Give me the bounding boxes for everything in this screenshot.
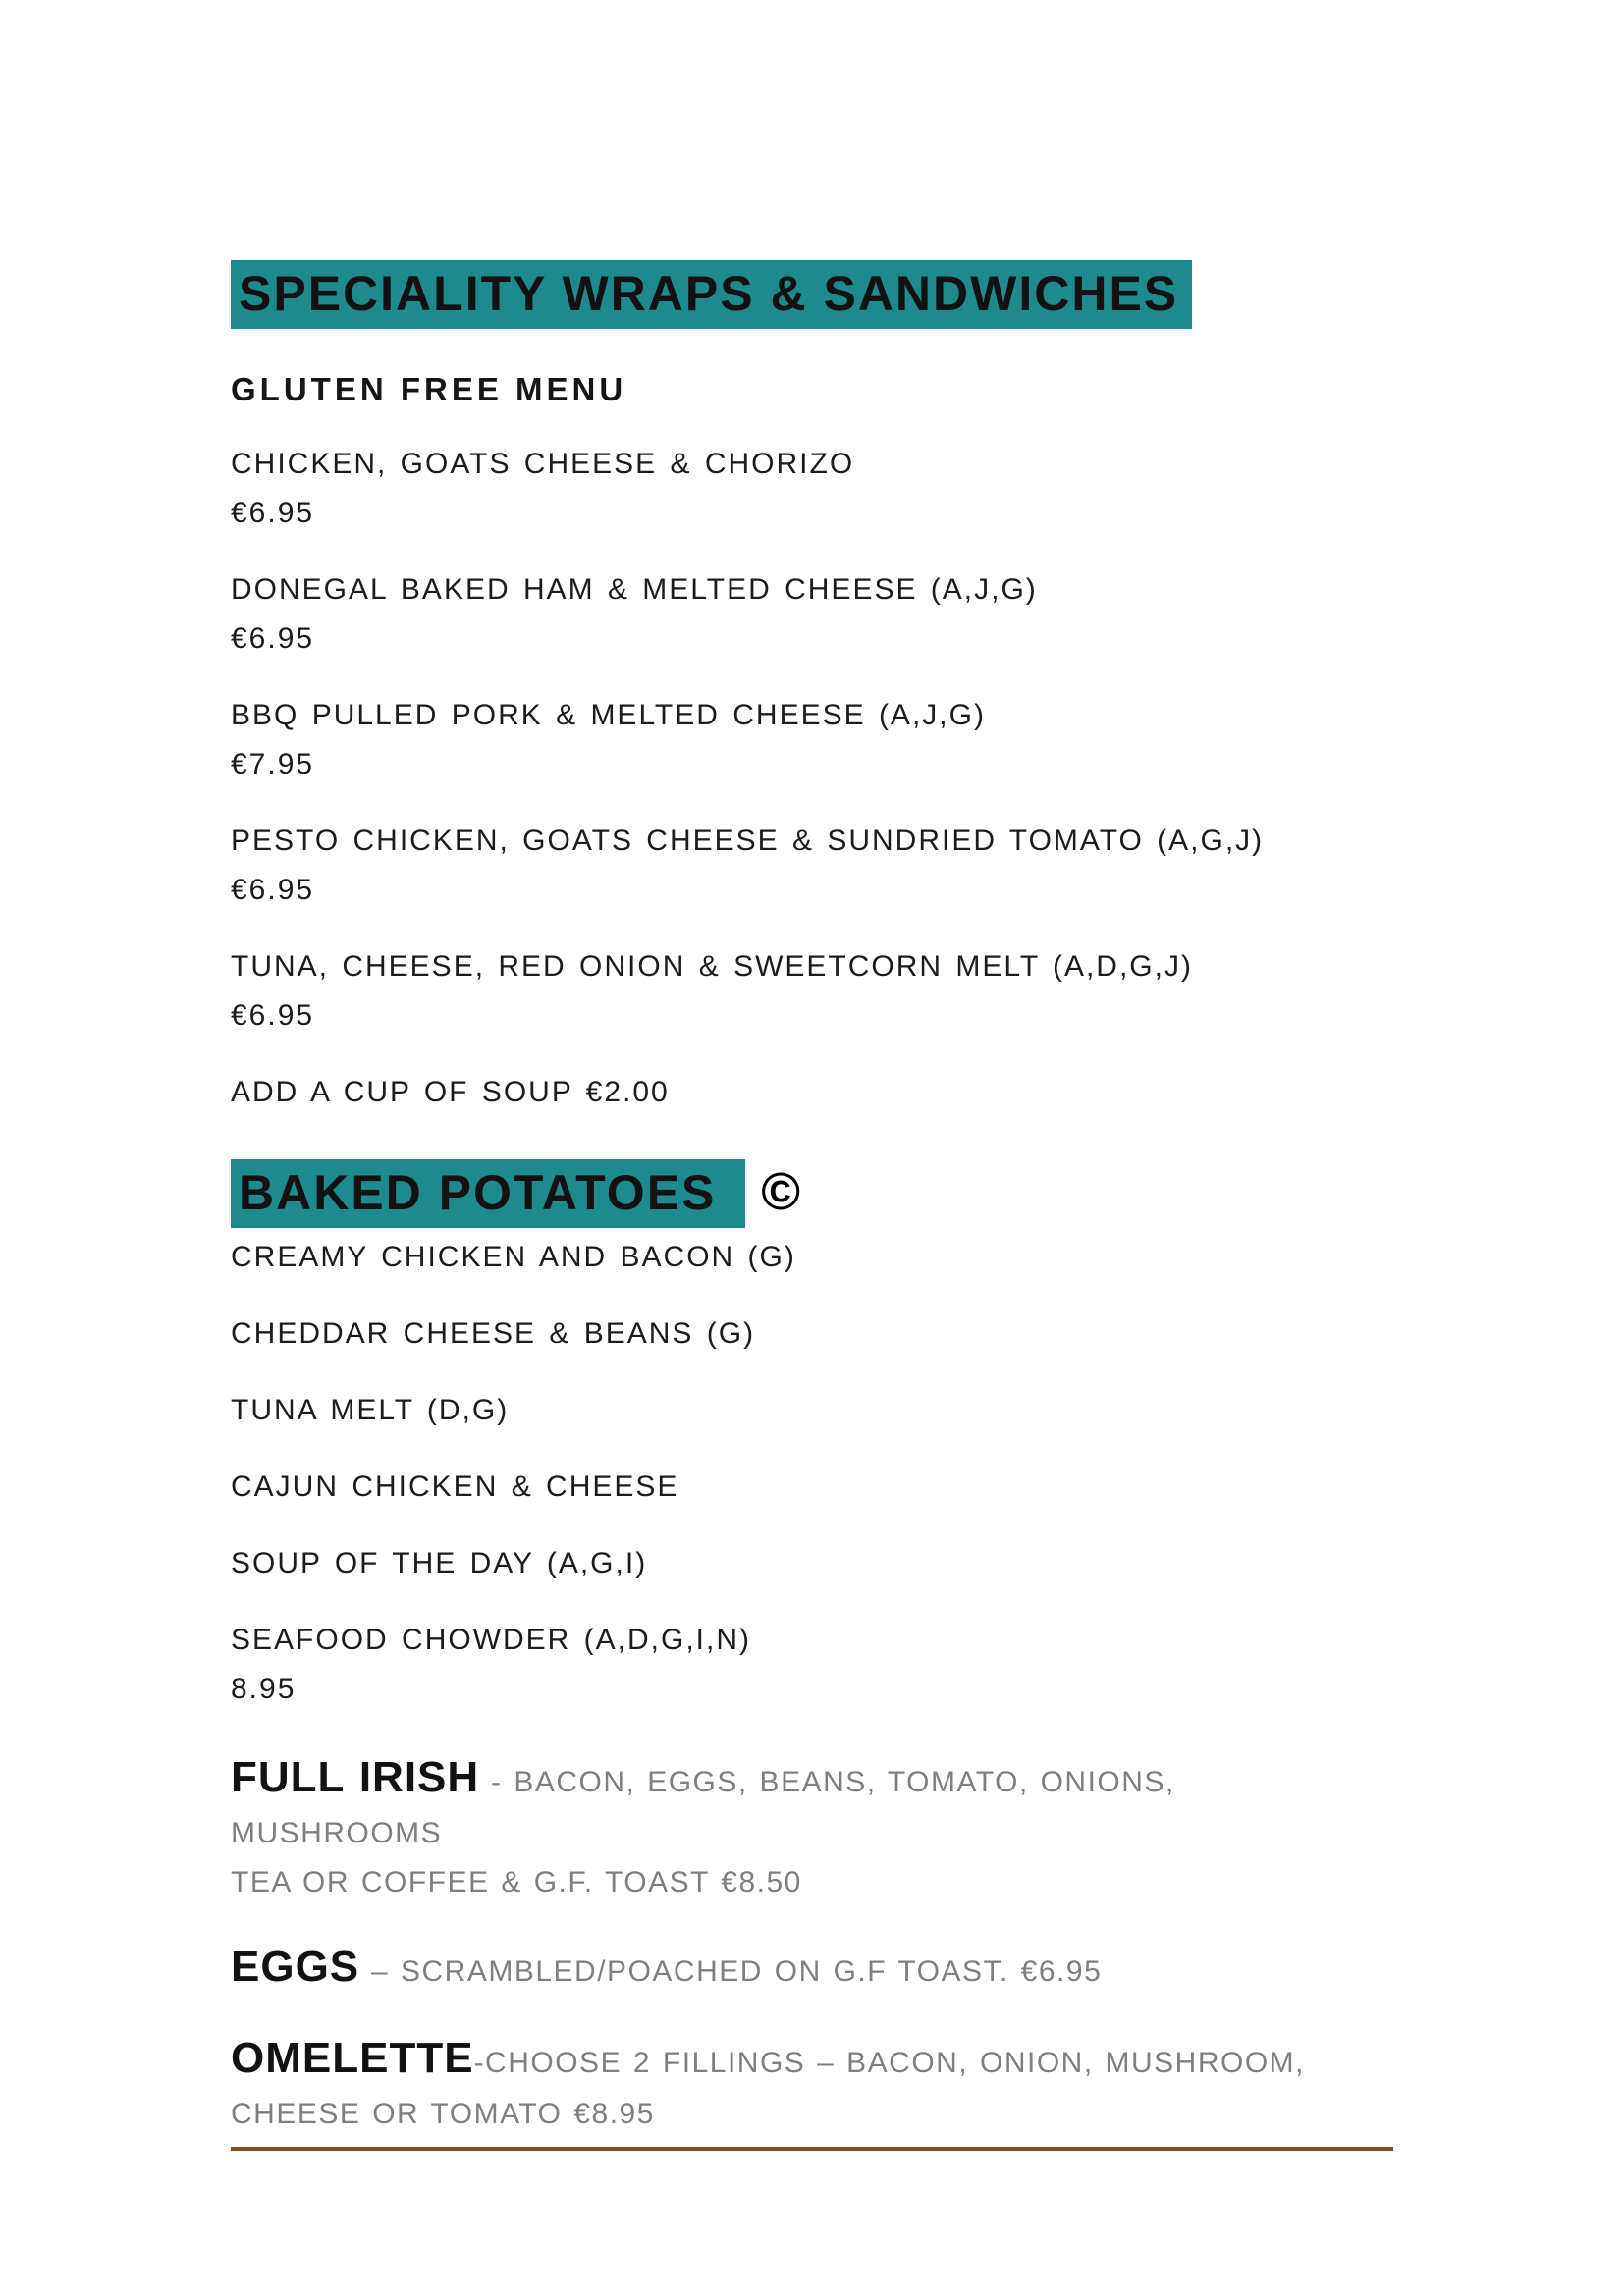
item-description: -CHOOSE 2 FILLINGS – BACON, ONION, MUSHROOM, [473,2047,1306,2079]
item-price: €6.95 [231,622,315,655]
section-heading-wraps [231,260,1393,328]
item-price: 8.95 [231,1673,297,1705]
item-header: FULL IRISH [231,1753,480,1801]
item-description: – SCRAMBLED/POACHED ON G.F TOAST. €6.95 [359,1955,1103,1988]
item-name: CAJUN CHICKEN & CHEESE [231,1470,679,1503]
item-description: - BACON, EGGS, BEANS, TOMATO, ONIONS, [479,1766,1175,1798]
menu-item [231,1233,1393,1282]
menu-item [231,942,1393,1041]
menu-item [231,1309,1393,1359]
menu-item [231,691,1393,789]
menu-item [231,1616,1393,1714]
menu-item [231,817,1393,915]
item-price: €7.95 [231,748,315,780]
menu-item [231,1463,1393,1512]
item-name: PESTO CHICKEN, GOATS CHEESE & SUNDRIED TOMATO (A,G,J) [231,825,1265,857]
breakfast-item-eggs [231,1941,1393,1999]
item-line [231,2032,1393,2090]
menu-item [231,565,1393,664]
section-divider-rule [231,2147,1393,2151]
item-name: CHEDDAR CHEESE & BEANS (G) [231,1317,756,1350]
item-header: OMELETTE [231,2034,474,2082]
breakfast-item-full-irish [231,1751,1393,1907]
item-name: TUNA, CHEESE, RED ONION & SWEETCORN MELT (A,D,G,J) [231,950,1193,983]
item-line: TEA OR COFFEE & G.F. TOAST €8.50 [231,1866,802,1898]
item-line [231,1941,1393,1999]
item-header: EGGS [231,1943,360,1991]
item-name: TUNA MELT (D,G) [231,1394,510,1426]
menu-item [231,1539,1393,1588]
item-name: BBQ PULLED PORK & MELTED CHEESE (A,J,G) [231,699,986,731]
section-heading-baked-potatoes [231,1158,1393,1227]
item-name: CHICKEN, GOATS CHEESE & CHORIZO [231,448,855,480]
copyright-symbol: © [761,1162,801,1221]
item-name: DONEGAL BAKED HAM & MELTED CHEESE (A,J,G) [231,573,1038,606]
item-price: €6.95 [231,874,315,906]
baked-title-highlight: BAKED POTATOES [231,1159,745,1228]
item-price: €6.95 [231,497,315,529]
gluten-free-subtitle: GLUTEN FREE MENU [231,371,627,407]
item-line: CHEESE OR TOMATO €8.95 [231,2098,655,2130]
item-name: CREAMY CHICKEN AND BACON (G) [231,1241,796,1273]
soup-addon-note: ADD A CUP OF SOUP €2.00 [231,1076,670,1108]
item-line [231,1751,1393,1809]
wraps-title-highlight: SPECIALITY WRAPS & SANDWICHES [231,260,1192,329]
breakfast-item-omelette [231,2032,1393,2139]
item-name: SOUP OF THE DAY (A,G,I) [231,1547,648,1579]
menu-item [231,1386,1393,1435]
item-price: €6.95 [231,999,315,1032]
menu-item [231,440,1393,538]
item-line: MUSHROOMS [231,1817,443,1849]
item-name: SEAFOOD CHOWDER (A,D,G,I,N) [231,1624,752,1656]
